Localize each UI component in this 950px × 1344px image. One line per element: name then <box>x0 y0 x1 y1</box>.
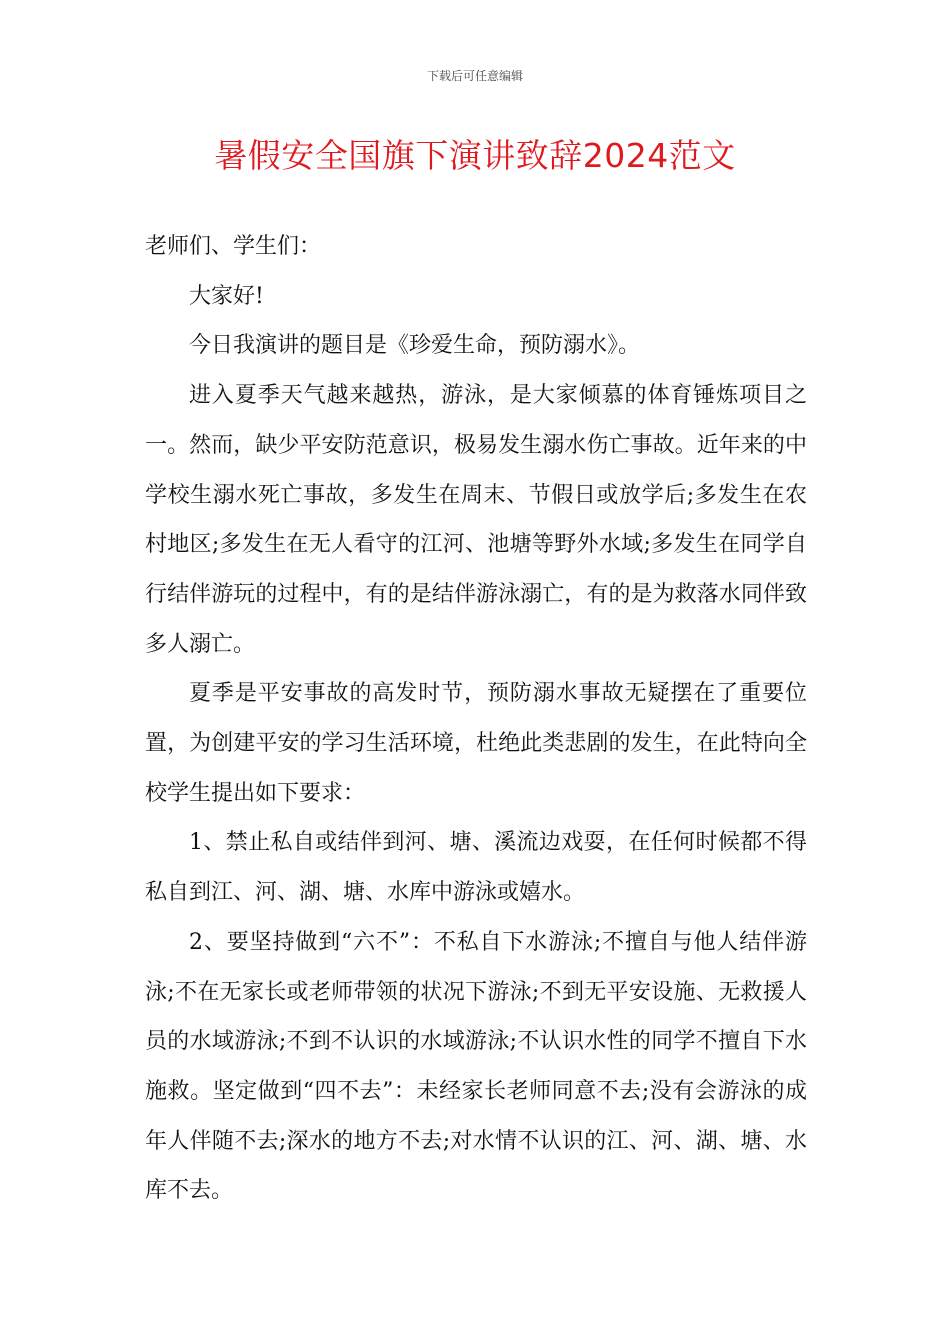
document-body <box>145 222 807 1216</box>
header-note: 下载后可任意编辑 <box>426 69 523 83</box>
paragraph: 2、要坚持做到“六不”：不私自下水游泳;不擅自与他人结伴游泳;不在无家长或老师带领的状况下游泳;不到无平安设施、无救援人员的水域游泳;不到不认识的水域游泳;不认识水性的同学不擅自下水施救。坚定做到“四不去”：未经家长老师同意不去;没有会游泳的成年人伴随不去;深水的地方不去;对水情不认识的江、河、湖、塘、水库不去。 <box>145 929 807 1204</box>
document-title: 暑假安全国旗下演讲致辞2024范文 <box>214 136 736 175</box>
salutation: 老师们、学生们： <box>145 234 322 259</box>
paragraph: 1、禁止私自或结伴到河、塘、溪流边戏耍，在任何时候都不得私自到江、河、湖、塘、水库中游泳或嬉水。 <box>145 830 807 906</box>
paragraph: 进入夏季天气越来越热，游泳，是大家倾慕的体育锤炼项目之一。然而，缺少平安防范意识，极易发生溺水伤亡事故。近年来的中学校生溺水死亡事故，多发生在周末、节假日或放学后;多发生在农村地区;多发生在无人看守的江河、池塘等野外水域;多发生在同学自行结伴游玩的过程中，有的是结伴游泳溺亡，有的是为救落水同伴致多人溺亡。 <box>145 383 807 657</box>
greeting: 大家好! <box>189 283 264 309</box>
paragraph: 今日我演讲的题目是《珍爱生命，预防溺水》。 <box>189 333 641 359</box>
paragraph: 夏季是平安事故的高发时节，预防溺水事故无疑摆在了重要位置，为创建平安的学习生活环境，杜绝此类悲剧的发生，在此特向全校学生提出如下要求： <box>145 681 807 806</box>
